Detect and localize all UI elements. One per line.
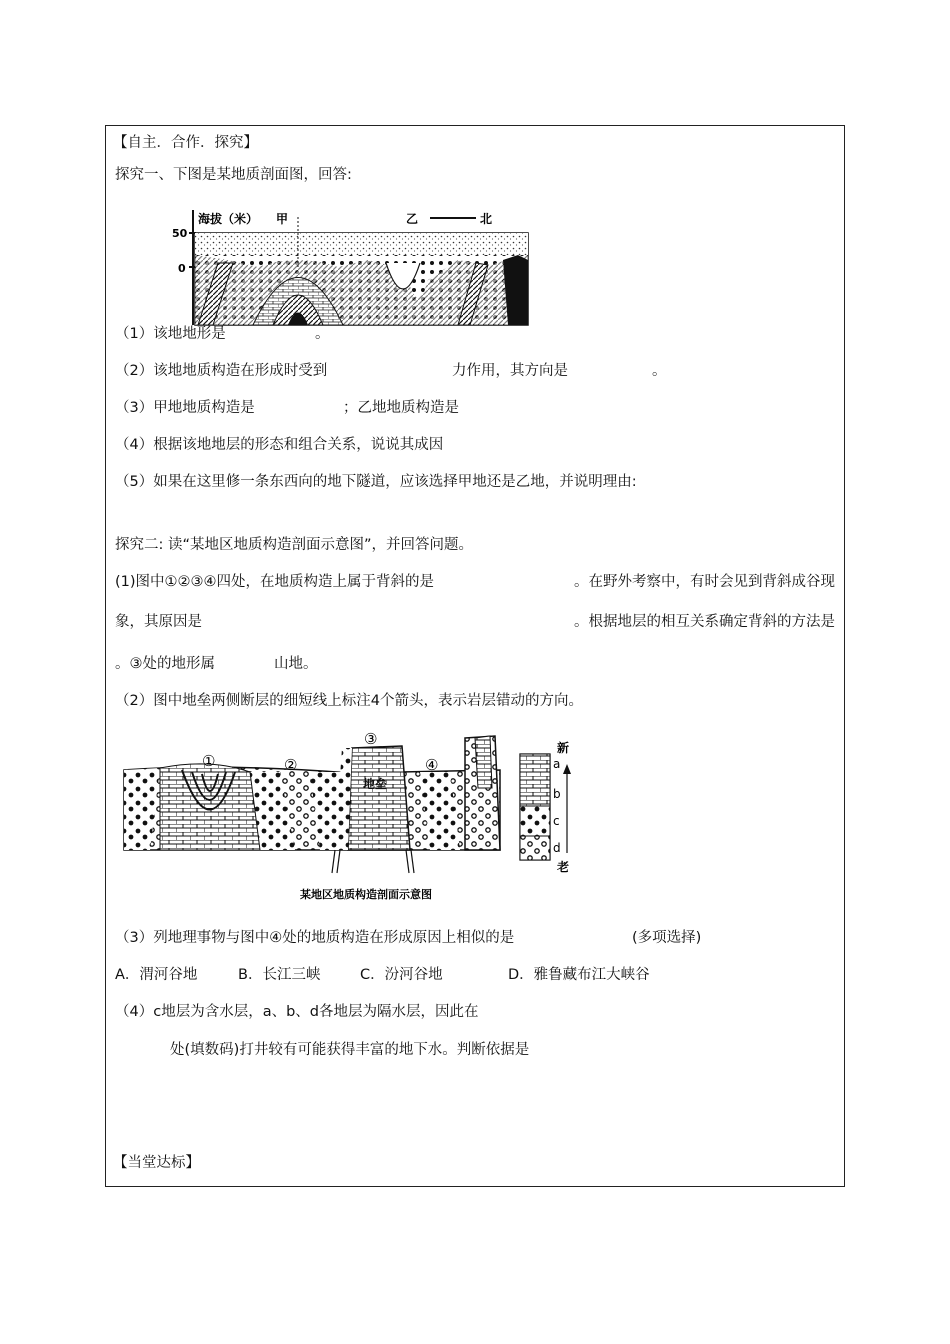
q2-end: 。 [652,363,667,379]
marker-2: ② [284,756,298,774]
option-c: C．汾河谷地 [360,967,443,983]
option-b: B．长江三峡 [238,967,321,983]
label-north: 北 [480,212,493,226]
q4-line1: （4）c地层为含水层，a、b、d各地层为隔水层，因此在 [115,1004,479,1020]
q1-line1-b: 。在野外考察中，有时会见到背斜成谷现 [574,574,835,590]
inquiry2-q2: （2）图中地垒两侧断层的细短线上标注4个箭头，表示岩层错动的方向。 [115,693,583,709]
q1-line3-b: 山地。 [274,656,318,672]
geologic-section-figure-2 [120,728,590,906]
option-d: D．雅鲁藏布江大峡谷 [508,967,650,983]
tick-50: 50 [172,227,188,240]
q1-line2-a: 象，其原因是 [115,614,202,630]
q1-line2-b: 。根据地层的相互关系确定背斜的方法是 [574,614,835,630]
marker-4: ④ [425,756,439,774]
inquiry2-q1-line2 [115,612,835,632]
new-label: 新 [557,741,570,755]
label-yi: 乙 [406,212,419,226]
q3-part2: (多项选择) [632,930,702,946]
q3-part1: （3）列地理事物与图中④处的地质构造在形成原因上相似的是 [115,930,515,946]
layer-d: d [553,841,561,855]
option-a: A．渭河谷地 [115,967,198,983]
marker-3: ③ [364,730,378,748]
figure-caption: 某地区地质构造剖面示意图 [300,888,432,901]
tick-0: 0 [178,262,186,275]
q4-line2: 处(填数码)打井较有可能获得丰富的地下水。判断依据是 [170,1042,530,1058]
inquiry2-title: 探究二: 读“某地区地质构造剖面示意图”，并回答问题。 [115,537,474,553]
layer-c: c [553,814,560,828]
layer-a: a [553,757,561,771]
q1-line1-a: (1)图中①②③④四处，在地质构造上属于背斜的是 [115,574,435,590]
inquiry2-q1-line1 [115,572,835,592]
q1-line3-a: 。③处的地形属 [115,656,215,672]
horst-label: 地垒 [363,777,388,791]
layer-b: b [553,787,561,801]
q2-part1: （2）该地地质构造在形成时受到 [115,363,328,379]
q2-part2: 力作用，其方向是 [452,363,568,379]
old-label: 老 [557,860,570,874]
footer-section: 【当堂达标】 [113,1155,200,1171]
q5: （5）如果在这里修一条东西向的地下隧道，应该选择甲地还是乙地，并说明理由: [115,474,637,490]
q4: （4）根据该地地层的形态和组合关系，说说其成因 [115,437,444,453]
geologic-section-figure-1 [158,205,533,327]
q1-end: 。 [315,326,330,342]
label-jia: 甲 [276,212,289,226]
axis-label: 海拔（米） [198,212,259,226]
marker-1: ① [202,752,216,770]
q3-part1: （3）甲地地质构造是 [115,400,255,416]
q3-part2: ；乙地地质构造是 [343,400,459,416]
section-header: 【自主．合作．探究】 [113,135,258,151]
q1-label: （1）该地地形是 [115,326,226,342]
inquiry1-title: 探究一、下图是某地质剖面图，回答: [115,167,352,183]
